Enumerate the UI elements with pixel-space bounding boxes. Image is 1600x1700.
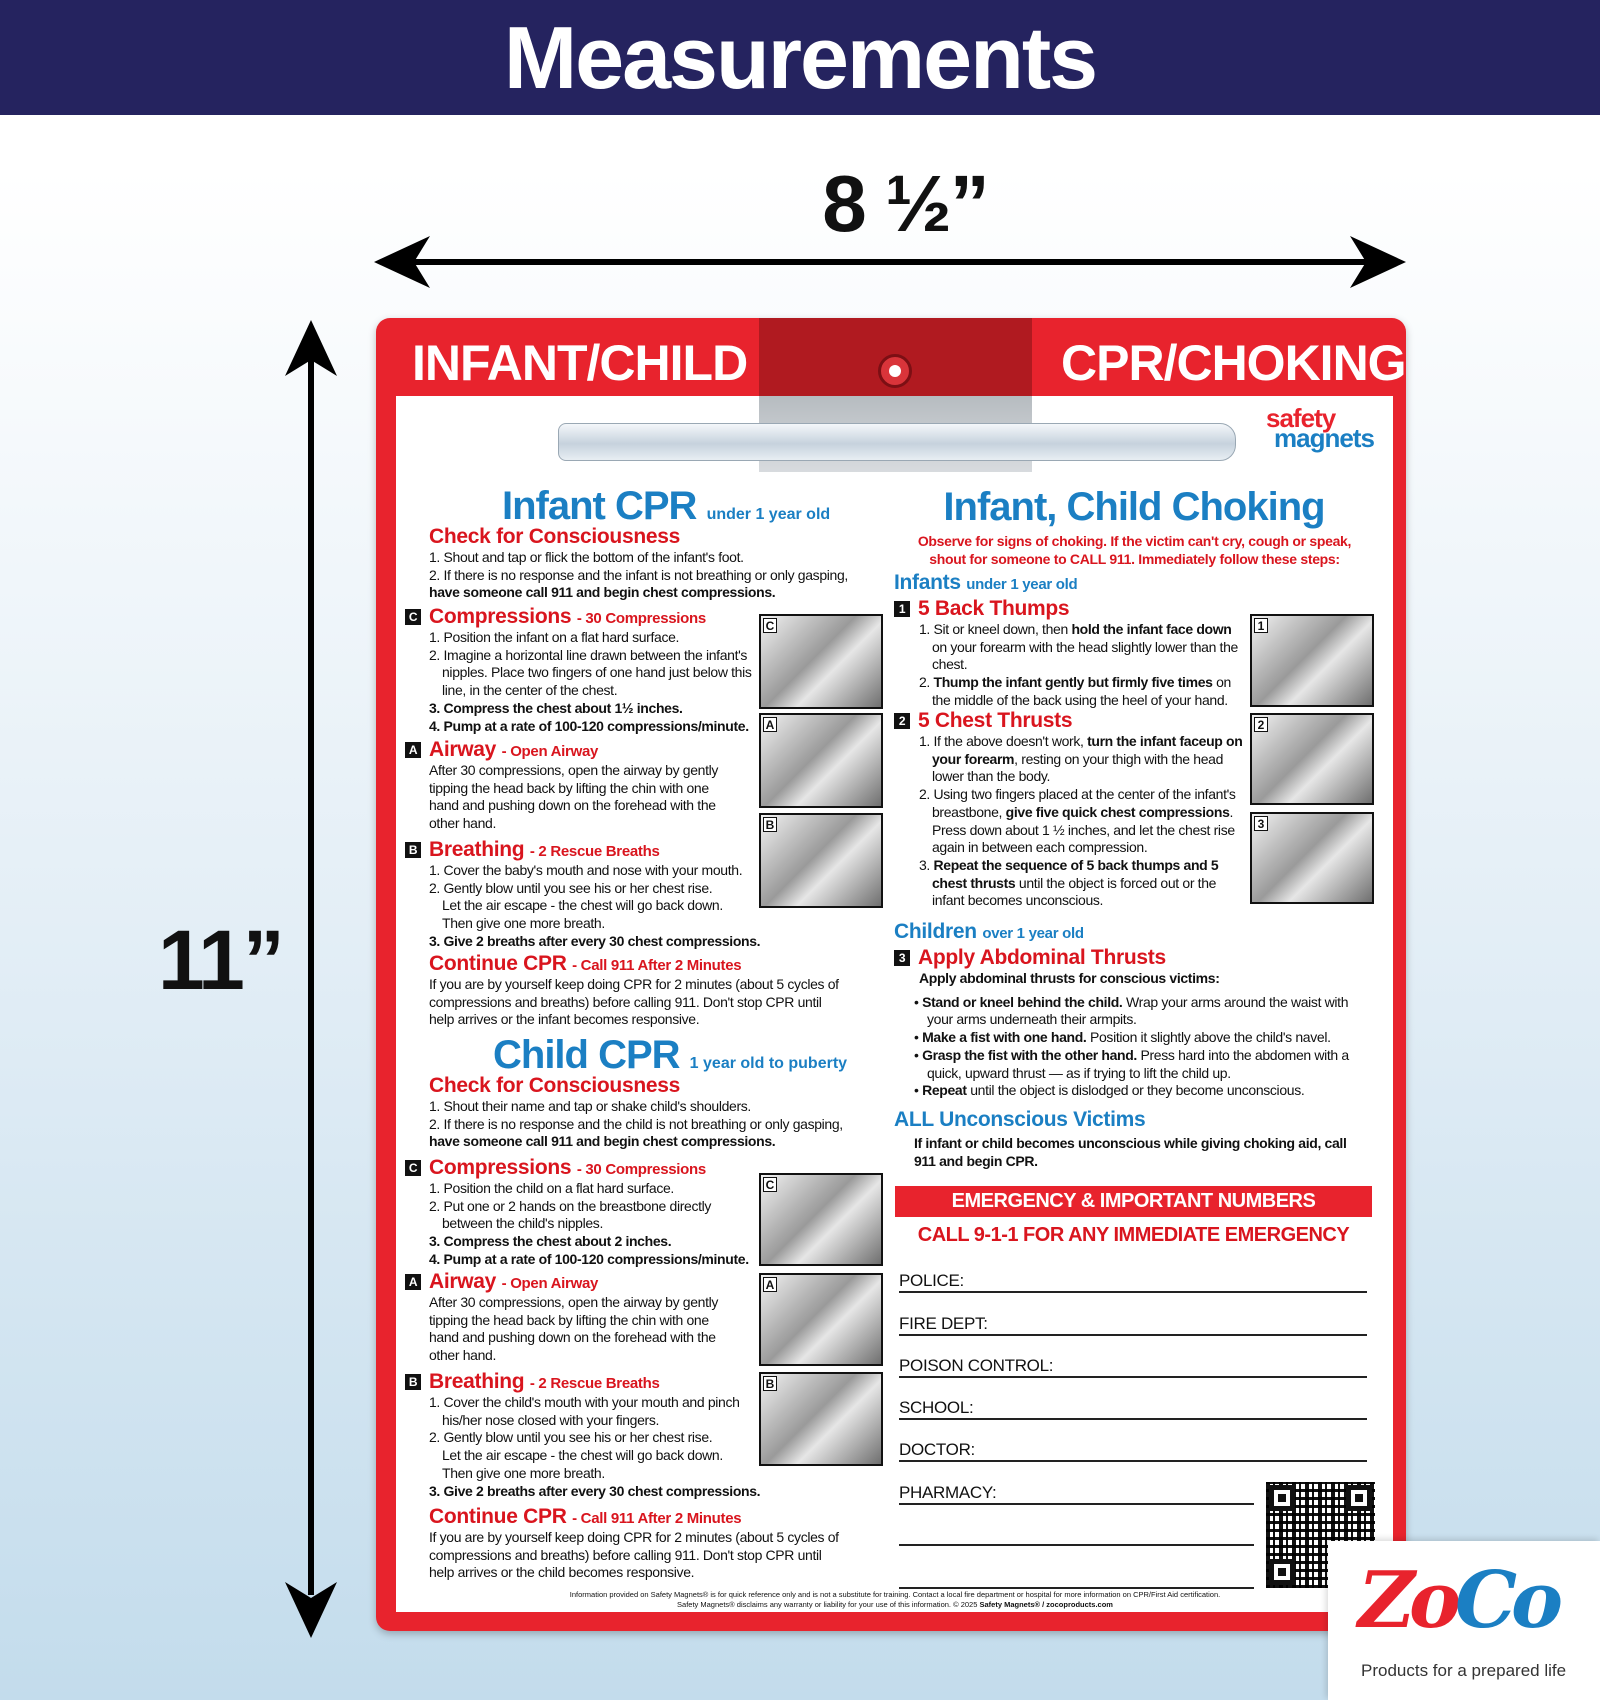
badge-1: 1 xyxy=(894,601,910,617)
list-item: 1. Position the child on a flat hard surface. xyxy=(429,1180,674,1196)
badge-b: B xyxy=(405,1374,421,1390)
unconscious-section xyxy=(894,1108,1364,1170)
section-text: After 30 compressions, open the airway by gently tipping the head back by lifting the chin with one hand and pushing down on the forehead with the other hand. xyxy=(429,1294,719,1364)
infant-cpr-title xyxy=(502,484,830,529)
list-item: 2. Put one or 2 hands on the breastbone directly between the child's nipples. xyxy=(429,1197,712,1232)
child-airway-section xyxy=(405,1270,735,1365)
arrow-up-icon xyxy=(285,320,337,376)
list-item: • Grasp the fist with the other hand. Press hard into the abdomen with a quick, upward thrust — as if trying to lift the child up. xyxy=(914,1046,1349,1081)
section-subheading: - Open Airway xyxy=(501,743,599,760)
list-item: 1. Shout and tap or flick the bottom of the infant's foot. xyxy=(429,549,744,565)
disclaimer-line2: Safety Magnets® disclaims any warranty or liability for your use of this information. © 2025 Safety Magnets® / zocoproducts.com xyxy=(677,1600,1113,1609)
badge-3: 3 xyxy=(894,950,910,966)
infant-continue-section xyxy=(429,952,839,1029)
section-heading: ALL Unconscious Victims xyxy=(894,1108,1146,1131)
back-thumps-section xyxy=(894,597,1244,710)
grommet-icon xyxy=(878,354,912,388)
police-field[interactable]: POLICE: xyxy=(899,1269,1367,1293)
list-item: • Make a fist with one hand. Position it slightly above the child's navel. xyxy=(914,1029,1331,1046)
blank-field[interactable] xyxy=(899,1522,1254,1546)
list-item: 3. Compress the chest about 1½ inches. xyxy=(429,699,683,716)
section-heading: 5 Chest Thrusts xyxy=(918,709,1073,732)
list-item: • Stand or kneel behind the child. Wrap your arms around the waist with your arms underneath their armpits. xyxy=(914,993,1349,1028)
illustration-infant-airway: A xyxy=(759,713,883,808)
arrow-left-icon xyxy=(374,236,430,288)
fire-dept-field[interactable]: FIRE DEPT: xyxy=(899,1312,1367,1336)
emergency-heading: EMERGENCY & IMPORTANT NUMBERS xyxy=(895,1186,1372,1217)
infant-breathing-section xyxy=(405,838,775,951)
chest-thrusts-section xyxy=(894,709,1244,910)
poison-control-field[interactable]: POISON CONTROL: xyxy=(899,1354,1367,1378)
title-text: Infant CPR xyxy=(502,484,697,528)
section-text: If you are by yourself keep doing CPR for 2 minutes (about 5 cycles of compressions and breaths) before calling 911. Don't stop CPR until help arrives or the child becomes responsive. xyxy=(429,1529,839,1581)
infant-check-section xyxy=(429,525,869,602)
section-heading: Continue CPR xyxy=(429,952,567,975)
list-item: 2. Gently blow until you see his or her chest rise. Let the air escape - the chest will go back down. Then give one more breath. xyxy=(429,879,723,932)
badge-c: C xyxy=(405,609,421,625)
child-check-section xyxy=(429,1074,869,1151)
illustration-back-thumps: 1 xyxy=(1250,614,1374,707)
badge-b: B xyxy=(405,842,421,858)
arrow-right-icon xyxy=(1350,236,1406,288)
height-label: 11” xyxy=(158,913,283,1007)
card-header-left: INFANT/CHILD xyxy=(412,335,748,391)
list-item: 1. Shout their name and tap or shake child's shoulders. xyxy=(429,1098,751,1114)
section-heading: Check for Consciousness xyxy=(429,1074,681,1097)
child-compressions-section xyxy=(405,1156,755,1269)
disclaimer-line1: Information provided on Safety Magnets® is for quick reference only and is not a substitute for training. Contact a local fire department or hospital for more information on CPR/First Aid certification. xyxy=(569,1590,1221,1599)
width-label: 8 ½” xyxy=(822,159,988,248)
list-item: 1. Sit or kneel down, then hold the infant face down on your forearm with the head slightly lower than the chest. xyxy=(919,621,1238,673)
title-subtitle: 1 year old to puberty xyxy=(689,1055,848,1072)
section-heading: Airway xyxy=(429,1270,497,1293)
list-item: 4. Pump at a rate of 100-120 compressions/minute. xyxy=(429,1250,749,1267)
arrow-down-icon xyxy=(285,1582,337,1638)
section-subheading: - 30 Compressions xyxy=(576,610,706,627)
section-subheading: - Open Airway xyxy=(501,1275,599,1292)
title-subtitle: under 1 year old xyxy=(706,506,831,523)
section-subheading: - 2 Rescue Breaths xyxy=(529,1375,660,1392)
infants-heading: Infants under 1 year old xyxy=(894,571,1078,594)
section-subheading: Apply abdominal thrusts for conscious victims: xyxy=(919,970,1220,986)
illustration-chest-thrusts: 2 xyxy=(1250,713,1374,805)
title-text: Child CPR xyxy=(493,1033,680,1077)
width-arrow-line xyxy=(395,259,1385,265)
card-header-right: CPR/CHOKING xyxy=(1061,335,1406,391)
section-heading: Breathing xyxy=(429,1370,525,1393)
brand-tagline: Products for a prepared life xyxy=(1361,1661,1567,1680)
list-item: 2. If there is no response and the child is not breathing or only gasping, have someone call 911 and begin chest compressions. xyxy=(429,1115,843,1150)
list-item: 1. Cover the baby's mouth and nose with your mouth. xyxy=(429,862,743,878)
illustration-abdominal-thrusts: 3 xyxy=(1250,812,1374,904)
list-item: 3. Repeat the sequence of 5 back thumps and 5 chest thrusts until the object is forced out or the infant becomes unconscious. xyxy=(919,856,1219,909)
illustration-infant-compressions: C xyxy=(759,614,883,709)
badge-2: 2 xyxy=(894,713,910,729)
child-cpr-title xyxy=(493,1033,847,1078)
safety-magnets-logo xyxy=(1266,403,1374,453)
list-item: 3. Give 2 breaths after every 30 chest compressions. xyxy=(429,932,761,949)
section-heading: Continue CPR xyxy=(429,1505,567,1528)
dry-erase-marker xyxy=(558,423,1236,461)
illustration-child-breathing: B xyxy=(759,1372,883,1466)
children-heading: Children over 1 year old xyxy=(894,920,1084,943)
section-heading: Airway xyxy=(429,738,497,761)
list-item: 2. If there is no response and the infant is not breathing or only gasping, have someone call 911 and begin chest compressions. xyxy=(429,566,848,601)
logo-line2: magnets xyxy=(1274,423,1374,453)
call-911-text: CALL 9-1-1 FOR ANY IMMEDIATE EMERGENCY xyxy=(917,1224,1350,1246)
section-heading: 5 Back Thumps xyxy=(918,597,1070,620)
section-text: If infant or child becomes unconscious while giving choking aid, call 911 and begin CPR. xyxy=(914,1135,1347,1169)
section-heading: Compressions xyxy=(429,1156,572,1179)
illustration-child-compressions: C xyxy=(759,1173,883,1266)
section-heading: Apply Abdominal Thrusts xyxy=(918,946,1166,969)
section-subheading: - 30 Compressions xyxy=(576,1161,706,1178)
badge-a: A xyxy=(405,1274,421,1290)
school-field[interactable]: SCHOOL: xyxy=(899,1396,1367,1420)
section-heading: Check for Consciousness xyxy=(429,525,681,548)
child-continue-section xyxy=(429,1505,839,1582)
disclaimer xyxy=(420,1590,1370,1610)
section-subheading: - 2 Rescue Breaths xyxy=(529,843,660,860)
badge-c: C xyxy=(405,1160,421,1176)
list-item: 1. If the above doesn't work, turn the infant faceup on your forearm, resting on your thigh with the head lower than the body. xyxy=(919,733,1243,785)
section-text: After 30 compressions, open the airway by gently tipping the head back by lifting the chin with one hand and pushing down on the forehead with the other hand. xyxy=(429,762,719,832)
list-item: 4. Pump at a rate of 100-120 compressions/minute. xyxy=(429,717,749,734)
section-heading: Breathing xyxy=(429,838,525,861)
doctor-field[interactable]: DOCTOR: xyxy=(899,1438,1367,1462)
list-item: • Repeat until the object is dislodged or they become unconscious. xyxy=(914,1082,1305,1099)
list-item: 3. Give 2 breaths after every 30 chest compressions. xyxy=(429,1482,761,1499)
blank-field[interactable] xyxy=(899,1565,1254,1589)
infant-compressions-section xyxy=(405,605,755,735)
list-item: 2. Using two fingers placed at the center of the infant's breastbone, give five quick chest compressions. Press down about 1 ½ inches, and let the chest rise again in between each compression. xyxy=(919,786,1236,856)
infant-airway-section xyxy=(405,738,735,833)
section-subheading: - Call 911 After 2 Minutes xyxy=(572,1510,742,1527)
pharmacy-field[interactable]: PHARMACY: xyxy=(899,1481,1254,1505)
list-item: 1. Cover the child's mouth with your mouth and pinch his/her nose closed with your fingers. xyxy=(429,1394,740,1428)
badge-a: A xyxy=(405,742,421,758)
section-subheading: - Call 911 After 2 Minutes xyxy=(572,957,742,974)
illustration-child-airway: A xyxy=(759,1273,883,1366)
list-item: 2. Imagine a horizontal line drawn between the infant's nipples. Place two fingers of one hand just below this line, in the center of the chest. xyxy=(429,646,752,699)
section-heading: Compressions xyxy=(429,605,572,628)
list-item: 2. Gently blow until you see his or her chest rise. Let the air escape - the chest will go back down. Then give one more breath. xyxy=(429,1429,723,1481)
illustration-infant-breathing: B xyxy=(759,813,883,908)
choking-note: Observe for signs of choking. If the victim can't cry, cough or speak, shout for someone to CALL 911. Immediately follow these steps: xyxy=(917,533,1352,567)
page-banner-title: Measurements xyxy=(0,0,1600,115)
list-item: 1. Position the infant on a flat hard surface. xyxy=(429,629,680,645)
section-text: If you are by yourself keep doing CPR for 2 minutes (about 5 cycles of compressions and breaths) before calling 911. Don't stop CPR until help arrives or the infant becomes responsive. xyxy=(429,976,839,1028)
zoco-logo: ZoCo Products for a prepared life xyxy=(1328,1541,1600,1700)
abdominal-thrusts-section xyxy=(894,946,1366,1100)
choking-title: Infant, Child Choking xyxy=(943,485,1325,529)
height-arrow-line xyxy=(308,345,314,1595)
list-item: 2. Thump the infant gently but firmly five times on the middle of the back using the heel of your hand. xyxy=(919,674,1231,708)
child-breathing-section xyxy=(405,1370,775,1500)
logo-line1: safety xyxy=(1266,403,1336,433)
list-item: 3. Compress the chest about 2 inches. xyxy=(429,1233,672,1250)
